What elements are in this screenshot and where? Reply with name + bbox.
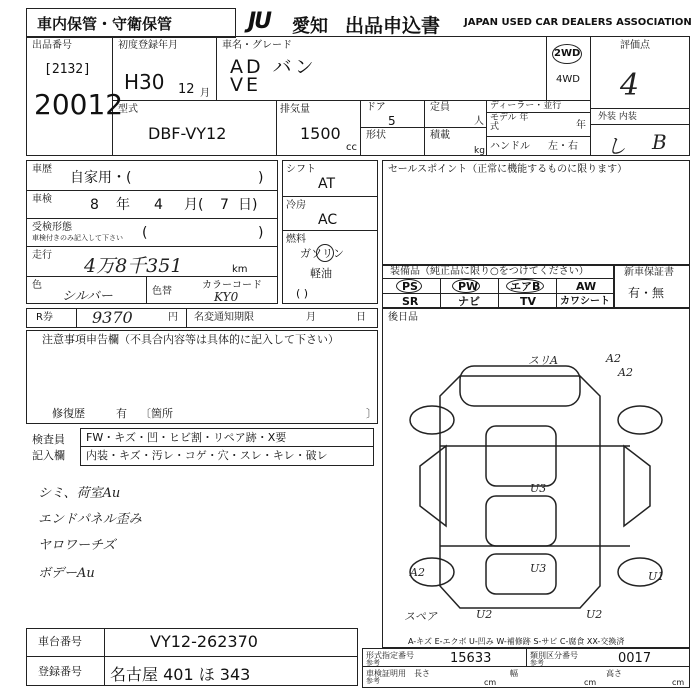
inspection-year: 8 <box>90 197 99 213</box>
score-interior: B <box>652 130 667 154</box>
ju-logo <box>248 10 292 34</box>
post-inspection-label: 後日品 <box>388 312 418 323</box>
model-label: 型式 <box>118 104 138 115</box>
car-hood-outline <box>486 426 556 486</box>
equipment-label: 装備品（純正品に限り○をつけてください） <box>390 266 589 277</box>
car-roof-outline <box>460 366 580 406</box>
lot-label: 出品番号 <box>32 40 72 51</box>
first-reg-month: 12 <box>178 82 195 97</box>
cert-model-value: 15633 <box>450 651 492 666</box>
doors-label: ドア <box>366 102 386 113</box>
recycle-unit: 円 <box>168 312 178 323</box>
color-code-label: カラーコード <box>202 280 262 291</box>
usage-close: ) <box>258 170 264 186</box>
usage-label: 車歴 <box>32 164 52 175</box>
mileage-unit: km <box>232 264 248 275</box>
chassis-label: 車台番号 <box>38 635 82 648</box>
warranty-value: 有・無 <box>628 286 665 300</box>
car-wheel-fr <box>618 406 662 434</box>
inspection-month-unit: 月( <box>184 197 204 213</box>
shift-value: AT <box>318 176 336 192</box>
cert-model-label: 形式指定番号 <box>366 651 414 660</box>
first-reg-month-unit: 月 <box>200 88 210 99</box>
cert-width-unit: cm <box>584 678 597 687</box>
damage-mark-5: A2 <box>410 566 425 579</box>
repair-place: 〔箇所 <box>140 407 173 420</box>
drive-2wd: 2WD <box>554 48 581 59</box>
equip-pw-circle <box>452 279 480 293</box>
receipt-note: 車検付きのみ記入して下さい <box>32 234 123 242</box>
lot-number: 20012 <box>34 88 124 121</box>
cert-class-value: 0017 <box>618 651 652 666</box>
notes-label: 注意事項申告欄（不具合内容等は具体的に記入して下さい） <box>42 333 339 346</box>
usage-value: 自家用・( <box>70 170 132 186</box>
cert-width-label: 幅 <box>510 669 518 678</box>
load-label: 積載 <box>430 130 450 141</box>
dealer-label: ディーラー・並行 <box>490 101 562 111</box>
fuel-diesel: 軽油 <box>310 267 332 280</box>
car-name-label: 車名・グレード <box>222 40 292 51</box>
inspector-note-1: シミ、荷室Au <box>38 486 121 501</box>
mileage-value: 4万8千351 <box>84 255 183 277</box>
inspector-note-2: エンドパネル歪み <box>38 512 142 527</box>
keep-title-box <box>26 8 236 38</box>
recycle-label: R券 <box>36 312 53 323</box>
damage-mark-9: U2 <box>586 608 603 621</box>
ju-logo-text: JU <box>248 9 271 34</box>
car-door-right <box>624 446 650 526</box>
car-door-left <box>420 446 446 526</box>
mileage-label: 走行 <box>32 250 52 261</box>
equip-tv: TV <box>520 295 537 308</box>
cert-size-ref: 参考 <box>366 677 380 685</box>
recycle-value: 9370 <box>92 308 133 327</box>
equip-airbag: エアB <box>510 280 541 293</box>
car-name: AD バン <box>230 56 317 78</box>
drive-4wd: 4WD <box>556 74 580 85</box>
shift-label: シフト <box>286 164 316 175</box>
inspector-label-2: 記入欄 <box>32 449 65 462</box>
damage-mark-10: A2 <box>618 366 633 379</box>
displacement-label: 排気量 <box>280 104 310 115</box>
inspection-month: 4 <box>154 197 163 213</box>
receipt-value: ( <box>142 225 148 241</box>
fuel-gasoline: ガソリン <box>300 247 344 260</box>
color-value: シルバー <box>62 289 113 304</box>
inspector-note-3: ヤロワーチズ <box>38 538 116 553</box>
car-wheel-fl <box>410 406 454 434</box>
color-label: 色 <box>32 280 42 291</box>
handle-options: 左・右 <box>548 141 578 152</box>
inspector-note-4: ボデーAu <box>38 566 95 581</box>
org-name: 愛知 <box>292 16 328 37</box>
equip-ps-circle <box>396 279 422 293</box>
damage-mark-7: スペア <box>404 610 437 623</box>
repair-label: 修復歴 <box>52 407 85 420</box>
cert-length-label: 長さ <box>414 669 430 678</box>
cert-size-label: 車検証明用 <box>366 669 406 678</box>
registration-value: 名古屋 401 ほ 343 <box>110 665 251 684</box>
inspector-label-1: 検査員 <box>32 433 65 446</box>
inspection-day-unit: 日) <box>238 197 258 213</box>
sales-point-box <box>382 160 690 266</box>
inspector-row-1: FW・キズ・凹・ヒビ割・リペア跡・X要 <box>86 431 287 444</box>
shape-label: 形状 <box>366 130 386 141</box>
cert-class-label: 類別区分番号 <box>530 651 578 660</box>
receipt-label: 受検形態 <box>32 222 72 233</box>
damage-mark-1: スリA <box>528 354 558 367</box>
displacement-unit: cc <box>346 142 357 153</box>
score-exterior: し <box>606 134 626 158</box>
load-unit: kg <box>474 146 485 156</box>
equip-pw: PW <box>458 280 479 293</box>
damage-mark-8: U2 <box>476 608 493 621</box>
car-roof-panel <box>486 496 556 546</box>
displacement-value: 1500 <box>300 124 341 143</box>
damage-mark-3: U3 <box>530 482 547 495</box>
cert-height-label: 高さ <box>606 669 622 678</box>
warranty-label: 新車保証書 <box>624 267 674 278</box>
year-unit: 年 <box>576 120 586 131</box>
keep-title: 車内保管・守衛保管 <box>37 15 173 33</box>
car-grade: VE <box>230 74 262 96</box>
cert-length-unit: cm <box>484 678 497 687</box>
inspector-row-2: 内装・キズ・汚レ・コゲ・穴・スレ・キレ・破レ <box>86 449 328 462</box>
inspection-label: 車検 <box>32 194 52 205</box>
model-value: DBF-VY12 <box>148 124 227 143</box>
cert-model-ref: 参考 <box>366 659 380 667</box>
capacity-label: 定員 <box>430 102 450 113</box>
score-sub-label: 外装 内装 <box>598 112 637 122</box>
aircon-label: 冷房 <box>286 200 306 211</box>
equip-aw: AW <box>576 280 597 293</box>
lot-sub-number: [2132] <box>44 62 91 77</box>
repaint-label: 色替 <box>152 286 172 297</box>
fuel-other: ( ) <box>296 287 309 300</box>
color-code: KY0 <box>214 290 239 304</box>
repair-close: 〕 <box>366 407 377 420</box>
first-reg-year: H30 <box>124 70 165 94</box>
cert-height-unit: cm <box>672 678 685 687</box>
cert-class-ref: 参考 <box>530 659 544 667</box>
form-title: 出品申込書 <box>345 15 441 37</box>
fuel-label: 燃料 <box>286 234 306 245</box>
chassis-value: VY12-262370 <box>150 632 258 651</box>
score-value: 4 <box>620 68 640 103</box>
equip-leather: カワシート <box>560 296 610 307</box>
name-change-month: 月 <box>306 312 316 323</box>
association-name: JAPAN USED CAR DEALERS ASSOCIATION <box>464 17 692 28</box>
equip-navi: ナビ <box>458 295 480 308</box>
diagram-legend: A-キズ E-エクボ U-凹み W-補修跡 S-サビ C-腐食 XX-交換済 <box>408 637 625 646</box>
damage-mark-6: U1 <box>648 570 665 583</box>
doors-value: 5 <box>388 114 396 128</box>
handle-label: ハンドル <box>490 141 530 152</box>
registration-label: 登録番号 <box>38 665 82 678</box>
inspection-day: 7 <box>220 197 229 213</box>
damage-mark-2: A2 <box>606 352 621 365</box>
score-label: 評価点 <box>620 40 650 51</box>
capacity-unit: 人 <box>474 116 484 127</box>
car-body-outline <box>440 376 600 608</box>
equip-sr: SR <box>402 295 419 308</box>
damage-mark-4: U3 <box>530 562 547 575</box>
first-reg-label: 初度登録年月 <box>118 40 178 51</box>
receipt-close: ) <box>258 225 264 241</box>
repair-value: 有 <box>116 407 127 420</box>
name-change-day: 日 <box>356 312 366 323</box>
sales-point-label: セールスポイント（正常に機能するものに限ります） <box>388 164 628 175</box>
model-year-label: モデル 年式 <box>490 113 529 132</box>
equip-ps: PS <box>402 280 418 293</box>
inspection-year-unit: 年 <box>116 197 130 213</box>
aircon-value: AC <box>318 212 338 228</box>
equip-airbag-circle <box>506 279 544 293</box>
name-change-label: 名変通知期限 <box>194 312 254 323</box>
